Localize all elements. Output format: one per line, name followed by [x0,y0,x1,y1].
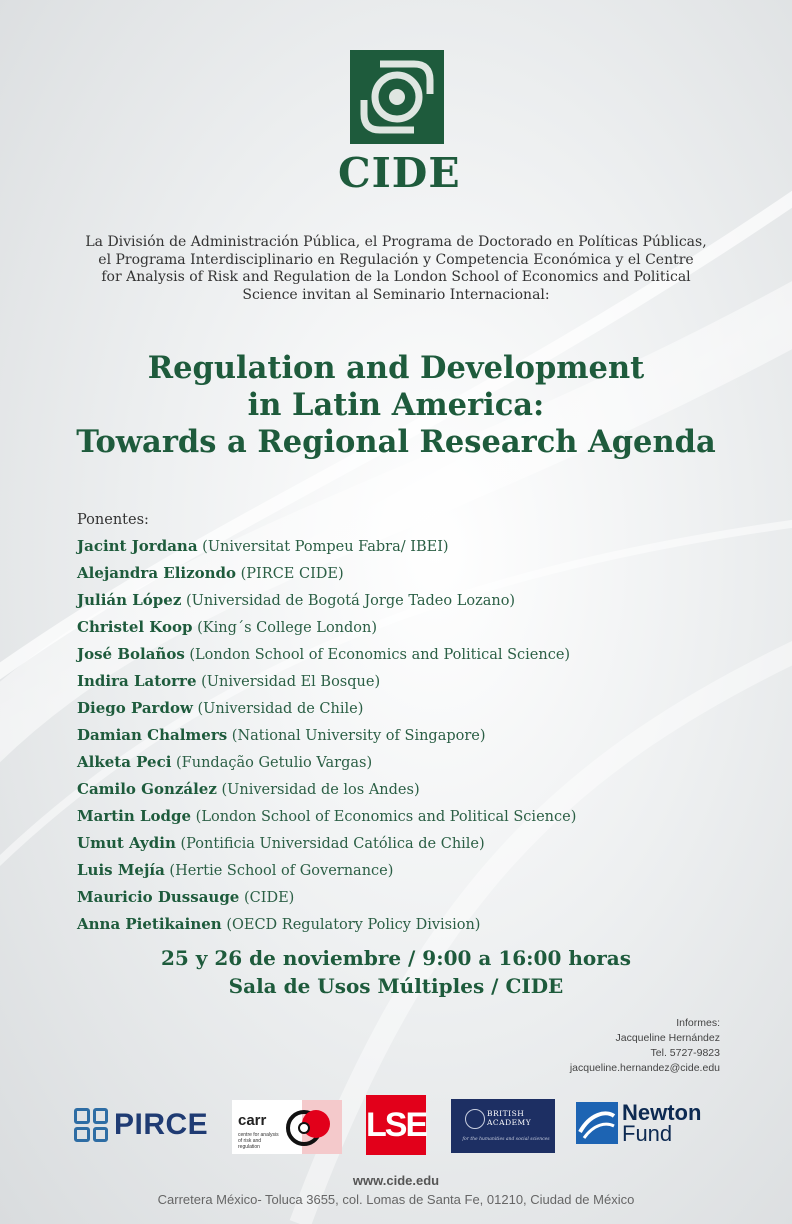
intro-line: for Analysis of Risk and Regulation de la London School of Economics and Political [101,269,691,285]
newton-fund-icon [576,1102,618,1144]
british-academy-seal-icon [465,1109,485,1129]
speaker-name: Julián López [77,591,182,609]
newton-fund-line2: Fund [622,1121,673,1146]
speaker-name: Indira Latorre [77,672,197,690]
speaker-name: Camilo González [77,780,217,798]
british-academy-title: BRITISH ACADEMY [487,1109,532,1127]
carr-logo-text: carr [238,1112,267,1129]
intro-line: el Programa Interdisciplinario en Regulación y Competencia Económica y el Centre [98,251,694,268]
address: Carretera México- Toluca 3655, col. Lomas de Santa Fe, 01210, Ciudad de México [157,1192,635,1207]
lse-logo: LSE [366,1095,426,1155]
contact-label: Informes: [676,1017,720,1029]
event-venue: Sala de Usos Múltiples / CIDE [228,974,564,998]
speaker-affiliation: (National University of Singapore) [231,728,486,744]
title-line: in Latin America: [247,387,545,423]
speakers-list [77,510,737,938]
speaker-row [77,722,737,749]
speaker-name: José Bolaños [77,645,185,663]
british-academy-subtitle: for the humanities and social sciences [462,1137,550,1142]
speaker-affiliation: (Universidad El Bosque) [201,674,381,690]
speaker-row [77,614,737,641]
speaker-affiliation: (Hertie School of Governance) [169,863,394,879]
speaker-name: Christel Koop [77,618,193,636]
speaker-row [77,641,737,668]
carr-logo-subtitle: centre for analysis of risk and regulation [238,1132,279,1150]
title-line: Regulation and Development [147,350,645,386]
speaker-affiliation: (Universidad de Bogotá Jorge Tadeo Lozano) [185,593,516,609]
speaker-row [77,911,737,938]
pirce-logo-text: PIRCE [114,1108,209,1141]
speaker-affiliation: (PIRCE CIDE) [240,566,344,582]
speaker-affiliation: (Universidad de los Andes) [221,782,420,798]
carr-logo [232,1100,342,1154]
british-academy-logo [451,1099,555,1153]
contact-name: Jacqueline Hernández [615,1032,720,1044]
speaker-name: Damian Chalmers [77,726,228,744]
speaker-row [77,830,737,857]
speaker-affiliation: (King´s College London) [197,620,378,636]
footer [0,1172,792,1208]
contact-email[interactable]: jacqueline.hernandez@cide.edu [569,1062,720,1074]
seminar-title [20,350,772,461]
speaker-name: Martin Lodge [77,807,192,825]
speaker-name: Mauricio Dussauge [77,888,240,906]
newton-fund-logo [576,1102,701,1144]
speaker-affiliation: (Universidad de Chile) [197,701,364,717]
partner-logos [0,1092,792,1156]
speaker-name: Luis Mejía [77,861,165,879]
speaker-row [77,884,737,911]
speaker-row [77,803,737,830]
website-link[interactable]: www.cide.edu [352,1173,440,1188]
pirce-logo [74,1108,208,1142]
intro-line: La División de Administración Pública, el Programa de Doctorado en Políticas Públicas, [85,234,707,250]
pirce-squares-icon [74,1108,108,1142]
newton-fund-line1: Newton [622,1100,702,1125]
speaker-name: Jacint Jordana [77,537,198,555]
speaker-affiliation: (Pontificia Universidad Católica de Chile) [180,836,485,852]
contact-info [570,1016,720,1076]
speaker-row [77,749,737,776]
speaker-affiliation: (CIDE) [243,890,295,906]
intro-paragraph [50,234,742,304]
speaker-row [77,587,737,614]
speaker-row [77,695,737,722]
speaker-name: Alejandra Elizondo [77,564,237,582]
cide-logo-text: CIDE [338,149,461,197]
speakers-heading: Ponentes: [77,512,149,528]
speaker-name: Anna Pietikainen [77,915,222,933]
contact-phone: Tel. 5727-9823 [650,1047,720,1059]
speaker-affiliation: (OECD Regulatory Policy Division) [226,917,481,933]
event-date-time: 25 y 26 de noviembre / 9:00 a 16:00 horas [161,946,631,970]
speaker-row [77,668,737,695]
speaker-name: Umut Aydin [77,834,176,852]
cide-spiral-icon [350,50,444,144]
speaker-affiliation: (London School of Economics and Political Science) [189,647,571,663]
cide-logo [338,50,461,197]
event-details [0,944,792,1000]
speaker-row [77,560,737,587]
speaker-row [77,857,737,884]
speaker-row [77,776,737,803]
speaker-name: Alketa Peci [77,753,172,771]
speaker-row [77,533,737,560]
speaker-name: Diego Pardow [77,699,193,717]
speaker-affiliation: (Universitat Pompeu Fabra/ IBEI) [202,539,449,555]
title-line: Towards a Regional Research Agenda [76,424,716,460]
intro-line: Science invitan al Seminario Internacional: [242,286,550,303]
speaker-affiliation: (Fundação Getulio Vargas) [176,755,373,771]
speaker-affiliation: (London School of Economics and Political Science) [195,809,577,825]
